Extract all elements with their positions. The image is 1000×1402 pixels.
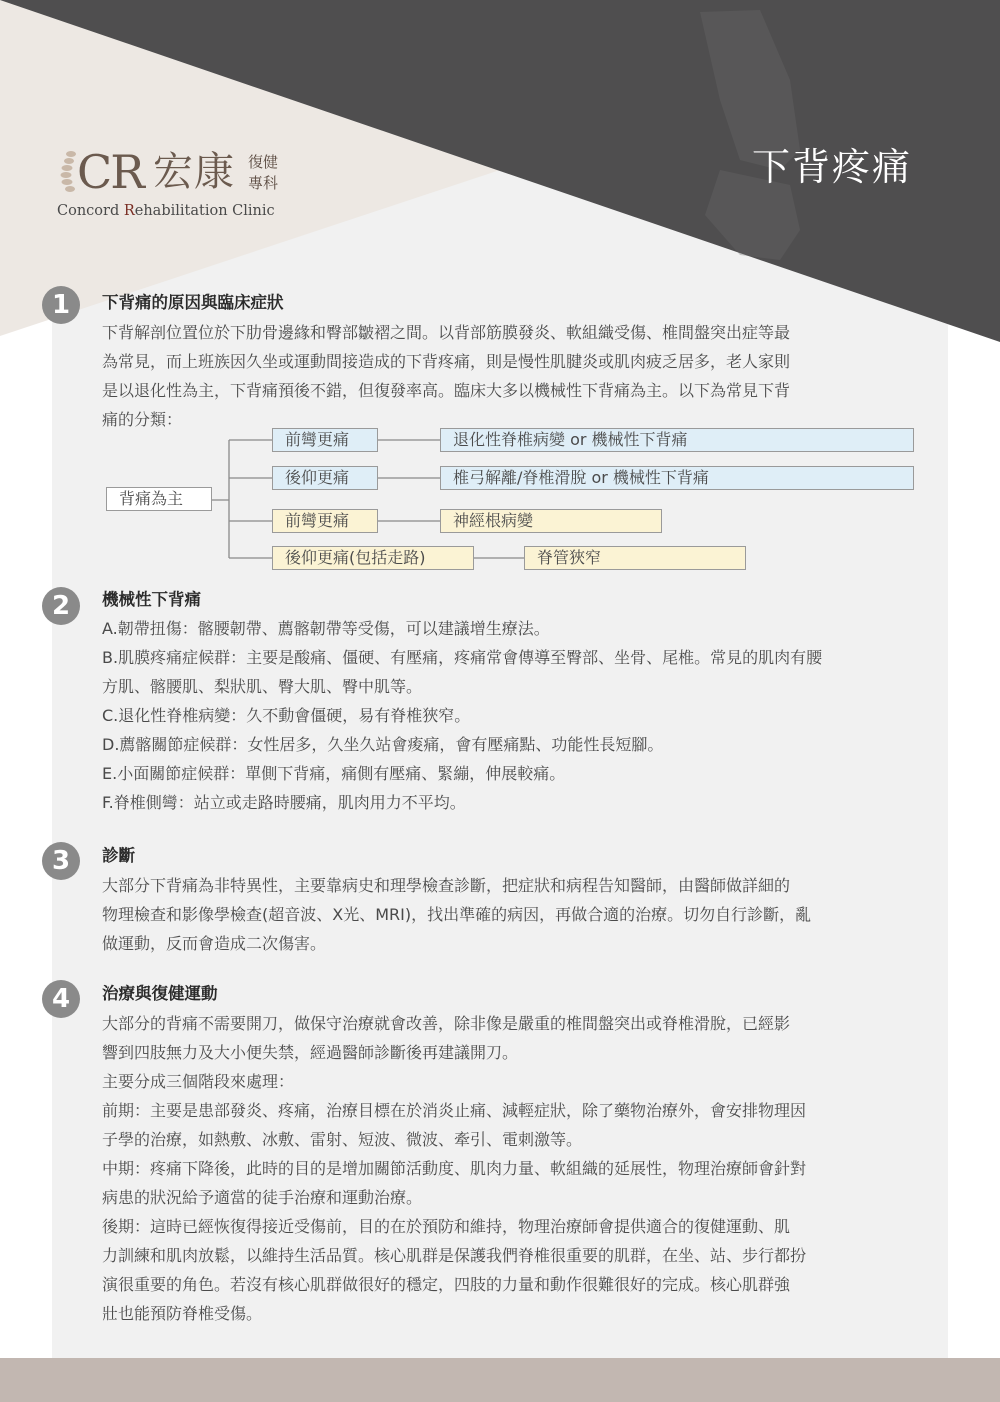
diagram-root-box: 背痛為主 bbox=[106, 487, 212, 511]
back-pain-classification-diagram bbox=[102, 427, 922, 577]
section-number-badge: 1 bbox=[42, 286, 80, 324]
page-title: 下背疼痛 bbox=[751, 145, 912, 189]
text-line: 下背解剖位置位於下肋骨邊緣和臀部皺褶之間。以背部筋膜發炎、軟組織受傷、椎間盤突出症等最 bbox=[102, 323, 791, 342]
section-number-badge: 4 bbox=[42, 980, 80, 1018]
section-title: 機械性下背痛 bbox=[102, 590, 201, 609]
diagram-result-box: 椎弓解離/脊椎滑脫 or 機械性下背痛 bbox=[440, 466, 914, 490]
logo-mark: CR bbox=[77, 145, 143, 199]
clinic-logo bbox=[55, 142, 315, 228]
text-line: 壯也能預防脊椎受傷。 bbox=[102, 1304, 263, 1323]
text-line: 物理檢查和影像學檢查(超音波、X光、MRI)，找出準確的病因，再做合適的治療。切勿自行診斷，亂 bbox=[102, 905, 812, 924]
text-line: 大部分下背痛為非特異性，主要靠病史和理學檢查診斷，把症狀和病程告知醫師，由醫師做詳細的 bbox=[102, 876, 791, 895]
text-line: C.退化性脊椎病變：久不動會僵硬，易有脊椎狹窄。 bbox=[102, 706, 471, 725]
section-body bbox=[102, 318, 920, 434]
logo-subtitle-line1: 復健 bbox=[248, 153, 279, 171]
text-line: 響到四肢無力及大小便失禁，經過醫師診斷後再建議開刀。 bbox=[102, 1043, 519, 1062]
section-body bbox=[102, 1009, 920, 1328]
section-title: 下背痛的原因與臨床症狀 bbox=[102, 293, 284, 312]
text-line: 前期：主要是患部發炎、疼痛，治療目標在於消炎止痛、減輕症狀，除了藥物治療外，會安排物理因 bbox=[102, 1101, 807, 1120]
text-line: 方肌、髂腰肌、梨狀肌、臀大肌、臀中肌等。 bbox=[102, 677, 423, 696]
text-line: A.韌帶扭傷：髂腰韌帶、薦髂韌帶等受傷，可以建議增生療法。 bbox=[102, 619, 550, 638]
logo-subtitle bbox=[248, 152, 288, 194]
text-line: 子學的治療，如熱敷、冰敷、雷射、短波、微波、牽引、電刺激等。 bbox=[102, 1130, 583, 1149]
section-title: 治療與復健運動 bbox=[102, 984, 218, 1003]
section-1 bbox=[42, 286, 922, 436]
section-body bbox=[102, 871, 920, 958]
text-line: 做運動，反而會造成二次傷害。 bbox=[102, 934, 327, 953]
text-line: 中期：疼痛下降後，此時的目的是增加關節活動度、肌肉力量、軟組織的延展性，物理治療師會針對 bbox=[102, 1159, 807, 1178]
diagram-condition-box: 前彎更痛 bbox=[272, 509, 378, 533]
text-line: E.小面關節症候群：單側下背痛，痛側有壓痛、緊繃，伸展較痛。 bbox=[102, 764, 566, 783]
text-line: 痛的分類： bbox=[102, 410, 183, 429]
diagram-condition-box: 前彎更痛 bbox=[272, 428, 378, 452]
text-line: B.肌膜疼痛症候群：主要是酸痛、僵硬、有壓痛，疼痛常會傳導至臀部、坐骨、尾椎。常見的肌肉有腰 bbox=[102, 648, 823, 667]
logo-name-en bbox=[57, 203, 275, 219]
logo-en-prefix: Concord bbox=[57, 203, 124, 219]
diagram-condition-box: 後仰更痛 bbox=[272, 466, 378, 490]
text-line: D.薦髂關節症候群：女性居多，久坐久站會痠痛，會有壓痛點、功能性長短腳。 bbox=[102, 735, 664, 754]
text-line: 為常見，而上班族因久坐或運動間接造成的下背疼痛，則是慢性肌腱炎或肌肉疲乏居多，老人家則 bbox=[102, 352, 791, 371]
diagram-result-box: 神經根病變 bbox=[440, 509, 662, 533]
text-line: 大部分的背痛不需要開刀，做保守治療就會改善，除非像是嚴重的椎間盤突出或脊椎滑脫，已經影 bbox=[102, 1014, 791, 1033]
diagram-result-box: 脊管狹窄 bbox=[524, 546, 746, 570]
logo-subtitle-line2: 專科 bbox=[248, 174, 279, 192]
diagram-result-box: 退化性脊椎病變 or 機械性下背痛 bbox=[440, 428, 914, 452]
diagram-condition-box: 後仰更痛(包括走路) bbox=[272, 546, 474, 570]
text-line: 是以退化性為主，下背痛預後不錯，但復發率高。臨床大多以機械性下背痛為主。以下為常見下背 bbox=[102, 381, 791, 400]
logo-name-cn: 宏康 bbox=[153, 149, 235, 195]
text-line: 病患的狀況給予適當的徒手治療和運動治療。 bbox=[102, 1188, 423, 1207]
text-line: 力訓練和肌肉放鬆，以維持生活品質。核心肌群是保護我們脊椎很重要的肌群，在坐、站、步行都扮 bbox=[102, 1246, 807, 1265]
section-number-badge: 2 bbox=[42, 587, 80, 625]
footer-bar bbox=[0, 1358, 1000, 1402]
text-line: 後期：這時已經恢復得接近受傷前，目的在於預防和維持，物理治療師會提供適合的復健運動、肌 bbox=[102, 1217, 791, 1236]
section-number-badge: 3 bbox=[42, 842, 80, 880]
section-3 bbox=[42, 842, 922, 962]
logo-en-r: R bbox=[123, 203, 135, 219]
text-line: 演很重要的角色。若沒有核心肌群做很好的穩定，四肢的力量和動作很難很好的完成。核心肌群強 bbox=[102, 1275, 791, 1294]
section-title: 診斷 bbox=[102, 846, 135, 865]
section-body bbox=[102, 614, 920, 817]
text-line: 主要分成三個階段來處理： bbox=[102, 1072, 295, 1091]
section-2 bbox=[42, 587, 922, 827]
section-4 bbox=[42, 980, 922, 1340]
text-line: F.脊椎側彎：站立或走路時腰痛，肌肉用力不平均。 bbox=[102, 793, 466, 812]
logo-en-suffix: ehabilitation Clinic bbox=[134, 203, 275, 219]
